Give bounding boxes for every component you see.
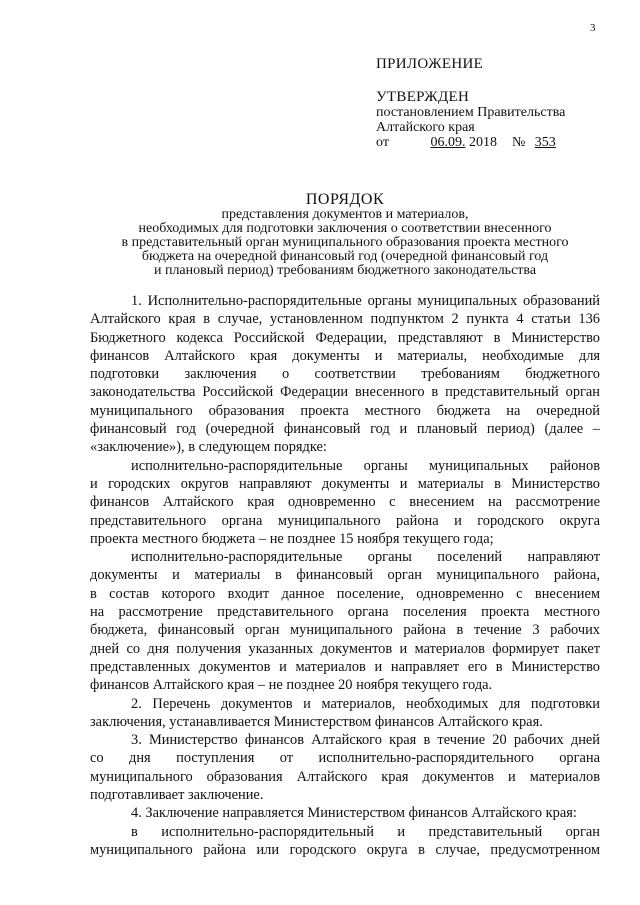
- approval-date-line: [376, 135, 572, 150]
- body-line: финансов Алтайского края – не позднее 20 ноября текущего года.: [90, 677, 493, 694]
- body-line: дней со дня получения указанных документов и материалов формирует пакет: [90, 640, 600, 657]
- body-line: 2. Перечень документов и материалов, необходимых для подготовки: [131, 695, 600, 712]
- document-body: [90, 292, 600, 859]
- number-label: №: [511, 135, 526, 150]
- body-line: «заключение»), в следующем порядке:: [90, 439, 327, 456]
- body-line: со дня поступления от исполнительно-распорядительного органа: [90, 750, 600, 767]
- body-line: исполнительно-распорядительные органы муниципальных районов: [131, 457, 600, 474]
- title-line: бюджета на очередной финансовый год (очередной финансовый год: [141, 249, 549, 264]
- approval-number-field: [529, 135, 572, 150]
- body-line: 3. Министерство финансов Алтайского края в течение 20 рабочих дней: [131, 732, 600, 749]
- body-line: законодательства Российской Федерации внесенного в представительный орган: [90, 384, 600, 401]
- appendix-title: ПРИЛОЖЕНИЕ: [376, 56, 484, 72]
- approval-number: 353: [534, 135, 556, 150]
- body-line: на рассмотрение представительного органа поселения проекта местного: [90, 604, 600, 621]
- document-heading: ПОРЯДОК: [305, 191, 385, 208]
- title-line: необходимых для подготовки заключения о соответствии внесенного: [138, 221, 552, 236]
- body-line: представленных документов и материалов и направляет его в Министерство: [90, 658, 600, 675]
- body-line: бюджета, финансовый орган муниципального района в течение 3 рабочих: [90, 622, 600, 639]
- body-line: Алтайского края в случае, установленном подпунктом 2 пункта 4 статьи 136: [90, 311, 600, 328]
- body-line: представительного органа муниципального района и городского округа: [90, 512, 600, 529]
- body-line: финансовый год (очередной финансовый год и плановый период) (далее –: [90, 421, 600, 438]
- body-line: и городских округов направляют документы и материалы в Министерство: [90, 475, 600, 492]
- approval-year: 2018: [468, 135, 497, 150]
- approved-heading: УТВЕРЖДЕН: [376, 89, 470, 105]
- body-line: муниципального образования Алтайского края документов и материалов: [90, 768, 600, 785]
- approval-date: 06.09.: [430, 135, 466, 150]
- title-line: в представительный орган муниципального образования проекта местного: [121, 235, 569, 250]
- approval-block: [376, 90, 572, 150]
- body-line: проекта местного бюджета – не позднее 15 ноября текущего года;: [90, 530, 494, 547]
- body-line: Бюджетного кодекса Российской Федерации, представляют в Министерство: [90, 329, 600, 346]
- title-line: и плановый период) требованиям бюджетного законодательства: [153, 263, 537, 278]
- body-line: финансов Алтайского края документы и материалы, необходимые для: [90, 347, 600, 364]
- approval-date-field: [392, 135, 465, 150]
- body-line: в состав которого входит данное поселение, одновременно с внесением: [90, 585, 600, 602]
- body-line: 4. Заключение направляется Министерством финансов Алтайского края:: [131, 805, 577, 822]
- body-line: муниципального образования проекта местного бюджета на очередной: [90, 402, 600, 419]
- approved-by-line: постановлением Правительства: [376, 105, 566, 120]
- page-number: 3: [590, 22, 596, 34]
- body-line: подготавливает заключение.: [90, 787, 264, 804]
- body-line: финансов Алтайского края одновременно с внесением на рассмотрение: [90, 494, 600, 511]
- approved-region-line: Алтайского края: [376, 120, 475, 135]
- body-line: 1. Исполнительно-распорядительные органы муниципальных образований: [131, 293, 600, 309]
- body-line: подготовки заключения о соответствии требованиям бюджетного: [90, 366, 600, 383]
- body-line: заключения, устанавливается Министерством финансов Алтайского края.: [90, 713, 543, 730]
- body-line: муниципального района или городского округа в случае, предусмотренном: [90, 841, 600, 858]
- from-label: от: [376, 135, 389, 150]
- body-line: в исполнительно-распорядительный и представительный орган: [131, 823, 600, 840]
- body-line: исполнительно-распорядительные органы поселений направляют: [131, 549, 600, 566]
- document-title: [90, 193, 600, 278]
- title-line: представления документов и материалов,: [221, 207, 469, 222]
- body-line: документы и материалы в финансовый орган муниципального района,: [90, 567, 600, 584]
